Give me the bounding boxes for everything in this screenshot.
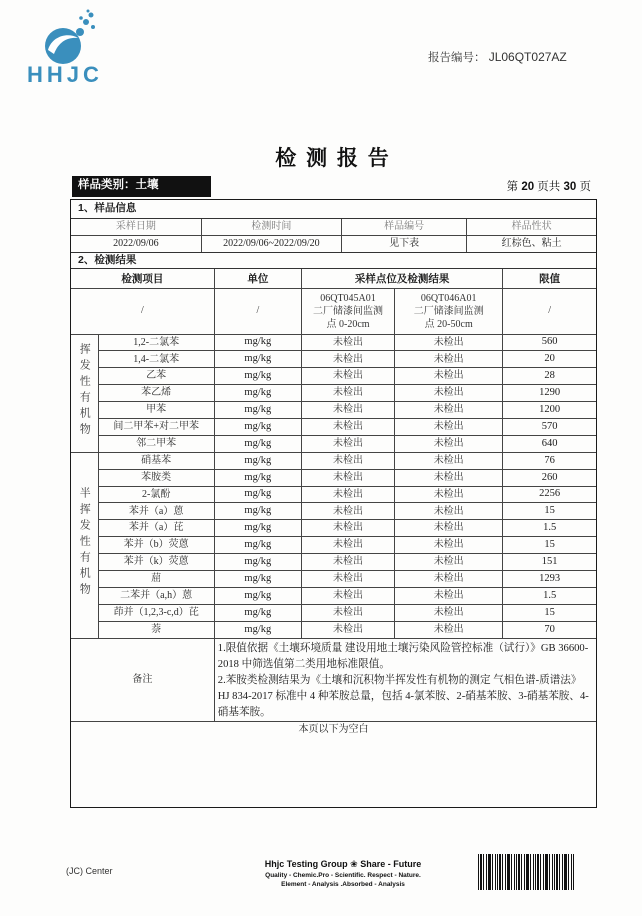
blank-note: 本页以下为空白	[71, 721, 596, 806]
limit-value: 640	[503, 435, 596, 452]
item-name: 2-氯酚	[98, 486, 214, 503]
limit-value: 1293	[503, 570, 596, 587]
item-name: 苯并（b）荧蒽	[98, 537, 214, 554]
item-name: 䓛	[98, 570, 214, 587]
limit-value: 20	[503, 351, 596, 368]
header-test-period: 检测时间	[201, 219, 341, 235]
site-1-result: 未检出	[301, 621, 394, 638]
site-1-result: 未检出	[301, 469, 394, 486]
result-row	[71, 452, 596, 469]
page-middle: 页共	[534, 181, 564, 193]
result-row	[71, 334, 596, 351]
site-2-result: 未检出	[395, 503, 503, 520]
item-name: 邻二甲苯	[98, 435, 214, 452]
sub-unit: /	[214, 288, 301, 334]
limit-value: 15	[503, 503, 596, 520]
site-1-result: 未检出	[301, 351, 394, 368]
unit-value: mg/kg	[214, 351, 301, 368]
column-header-limit: 限值	[503, 269, 596, 288]
site-1-result: 未检出	[301, 334, 394, 351]
page-indicator	[470, 178, 591, 194]
site-1-result: 未检出	[301, 570, 394, 587]
unit-value: mg/kg	[214, 385, 301, 402]
unit-value: mg/kg	[214, 469, 301, 486]
site-2-code: 06QT046A01	[420, 292, 477, 304]
site-2-result: 未检出	[395, 452, 503, 469]
company-logo-icon	[30, 8, 100, 68]
results-site-row	[71, 288, 596, 334]
unit-value: mg/kg	[214, 621, 301, 638]
results-header	[71, 269, 596, 334]
site-2-block	[395, 292, 502, 331]
item-name: 硝基苯	[98, 452, 214, 469]
sample-id: 见下表	[342, 235, 467, 252]
header-sampling-date: 采样日期	[71, 219, 201, 235]
result-row	[71, 520, 596, 537]
unit-value: mg/kg	[214, 537, 301, 554]
site-1-result: 未检出	[301, 537, 394, 554]
result-row	[71, 587, 596, 604]
result-row	[71, 537, 596, 554]
page-prefix: 第	[506, 181, 522, 193]
sample-info-heading: 1、样品信息	[71, 200, 596, 219]
results-table	[71, 269, 596, 806]
sampling-date: 2022/09/06	[71, 235, 201, 252]
unit-value: mg/kg	[214, 503, 301, 520]
site-2-result: 未检出	[395, 469, 503, 486]
item-name: 1,4-二氯苯	[98, 351, 214, 368]
report-number	[428, 49, 590, 65]
site-2-result: 未检出	[395, 435, 503, 452]
results-column-header-row	[71, 269, 596, 288]
limit-value: 260	[503, 469, 596, 486]
total-pages: 30	[563, 181, 577, 193]
column-header-item: 检测项目	[71, 269, 214, 288]
footer-brand: Hhjc Testing Group	[264, 859, 348, 869]
site-2-result: 未检出	[395, 385, 503, 402]
site-2-result: 未检出	[395, 486, 503, 503]
test-period: 2022/09/06~2022/09/20	[201, 235, 341, 252]
sample-category-label: 样品类别：土壤	[72, 176, 211, 197]
item-name: 萘	[98, 621, 214, 638]
group-label: 半挥发性有机物	[78, 487, 91, 600]
item-name: 二苯并（a,h）蒽	[98, 587, 214, 604]
result-row	[71, 621, 596, 638]
group-label: 挥发性有机物	[78, 343, 91, 440]
report-number-label: 报告编号：	[428, 52, 486, 64]
item-name: 苯并（k）荧蒽	[98, 554, 214, 571]
limit-value: 70	[503, 621, 596, 638]
site-2-depth: 点 20-50cm	[424, 318, 473, 330]
unit-value: mg/kg	[214, 368, 301, 385]
site-1-code: 06QT045A01	[320, 292, 376, 304]
result-row	[71, 604, 596, 621]
site-2-header	[395, 288, 503, 334]
unit-value: mg/kg	[214, 334, 301, 351]
results-body	[71, 334, 596, 638]
site-1-block	[302, 292, 394, 331]
site-1-result: 未检出	[301, 486, 394, 503]
result-row	[71, 368, 596, 385]
result-row	[71, 435, 596, 452]
site-2-result: 未检出	[395, 520, 503, 537]
site-2-result: 未检出	[395, 351, 503, 368]
remarks-row	[71, 638, 596, 721]
footer-brand-line	[233, 858, 453, 871]
site-2-result: 未检出	[395, 604, 503, 621]
limit-value: 560	[503, 334, 596, 351]
item-name: 苯胺类	[98, 469, 214, 486]
footer-slogan: Share - Future	[360, 859, 422, 869]
remarks-label: 备注	[71, 638, 214, 721]
result-row	[71, 486, 596, 503]
group-label-cell	[71, 334, 98, 452]
site-1-result: 未检出	[301, 418, 394, 435]
report-table	[70, 199, 597, 808]
unit-value: mg/kg	[214, 554, 301, 571]
limit-value: 15	[503, 537, 596, 554]
item-name: 甲苯	[98, 402, 214, 419]
item-name: 1,2-二氯苯	[98, 334, 214, 351]
remark-item: 1.限值依据《土壤环境质量 建设用地土壤污染风险管控标准（试行）》GB 36600-2018 中筛选值第二类用地标准限值。	[217, 642, 589, 670]
result-row	[71, 402, 596, 419]
footer-motto-line-1: Quality - Chemic.Pro - Scientific. Respect - Nature.	[265, 872, 421, 879]
footer-motto-line-2: Element - Analysis .Absorbed - Analysis	[281, 881, 405, 888]
limit-value: 570	[503, 418, 596, 435]
item-name: 乙苯	[98, 368, 214, 385]
blank-note-row	[71, 721, 596, 806]
footer-brand-block	[233, 858, 453, 889]
page-suffix: 页	[576, 181, 591, 193]
column-header-sites: 采样点位及检测结果	[301, 269, 502, 288]
sample-info-header-row	[71, 219, 596, 235]
site-1-result: 未检出	[301, 587, 394, 604]
unit-value: mg/kg	[214, 418, 301, 435]
sample-info-value-row	[71, 235, 596, 252]
unit-value: mg/kg	[214, 486, 301, 503]
site-1-result: 未检出	[301, 503, 394, 520]
limit-value: 1290	[503, 385, 596, 402]
result-row	[71, 418, 596, 435]
report-number-value: JL06QT027AZ	[488, 50, 567, 64]
site-2-result: 未检出	[395, 402, 503, 419]
site-1-result: 未检出	[301, 554, 394, 571]
site-2-result: 未检出	[395, 537, 503, 554]
current-page: 20	[521, 181, 535, 193]
limit-value: 15	[503, 604, 596, 621]
results-footer	[71, 638, 596, 806]
site-2-result: 未检出	[395, 621, 503, 638]
header-sample-id: 样品编号	[342, 219, 467, 235]
barcode-icon	[478, 854, 575, 890]
limit-value: 151	[503, 554, 596, 571]
unit-value: mg/kg	[214, 402, 301, 419]
result-row	[71, 351, 596, 368]
limit-value: 1.5	[503, 520, 596, 537]
item-name: 茚并（1,2,3-c,d）芘	[98, 604, 214, 621]
site-1-depth: 点 0-20cm	[326, 318, 370, 330]
unit-value: mg/kg	[214, 520, 301, 537]
site-2-result: 未检出	[395, 554, 503, 571]
sub-item: /	[71, 288, 214, 334]
limit-value: 1.5	[503, 587, 596, 604]
unit-value: mg/kg	[214, 587, 301, 604]
site-1-result: 未检出	[301, 520, 394, 537]
footer-center-label: (JC) Center	[66, 866, 113, 876]
site-1-result: 未检出	[301, 435, 394, 452]
unit-value: mg/kg	[214, 604, 301, 621]
result-row	[71, 554, 596, 571]
result-row	[71, 570, 596, 587]
site-2-result: 未检出	[395, 334, 503, 351]
item-name: 苯乙烯	[98, 385, 214, 402]
item-name: 苯并（a）芘	[98, 520, 214, 537]
site-1-location: 二厂储漆间监测	[313, 305, 383, 317]
limit-value: 76	[503, 452, 596, 469]
item-name: 间二甲苯+对二甲苯	[98, 418, 214, 435]
site-1-result: 未检出	[301, 368, 394, 385]
limit-value: 1200	[503, 402, 596, 419]
results-heading: 2、检测结果	[71, 252, 596, 269]
item-name: 苯并（a）蒽	[98, 503, 214, 520]
result-row	[71, 469, 596, 486]
site-2-result: 未检出	[395, 570, 503, 587]
sample-info-table	[71, 219, 596, 252]
site-2-result: 未检出	[395, 368, 503, 385]
result-row	[71, 385, 596, 402]
unit-value: mg/kg	[214, 435, 301, 452]
logo-text: HHJC	[27, 62, 103, 87]
unit-value: mg/kg	[214, 452, 301, 469]
sub-limit: /	[503, 288, 596, 334]
page-title: 检 测 报 告	[275, 147, 391, 170]
remark-item: 2.苯胺类检测结果为《土壤和沉积物半挥发性有机物的测定 气相色谱-质谱法》HJ 834-2017 标准中 4 种苯胺总量，包括 4-氯苯胺、2-硝基苯胺、3-硝基苯胺、4-硝基苯胺。	[217, 674, 589, 718]
site-1-result: 未检出	[301, 385, 394, 402]
site-1-result: 未检出	[301, 604, 394, 621]
flower-icon	[350, 859, 358, 869]
group-label-cell	[71, 452, 98, 638]
site-1-result: 未检出	[301, 402, 394, 419]
site-2-location: 二厂储漆间监测	[413, 305, 484, 317]
column-header-unit: 单位	[214, 269, 301, 288]
unit-value: mg/kg	[214, 570, 301, 587]
limit-value: 28	[503, 368, 596, 385]
site-1-result: 未检出	[301, 452, 394, 469]
sample-description: 红棕色、粘土	[467, 235, 596, 252]
site-2-result: 未检出	[395, 418, 503, 435]
limit-value: 2256	[503, 486, 596, 503]
site-2-result: 未检出	[395, 587, 503, 604]
header-sample-description: 样品性状	[467, 219, 596, 235]
site-1-header	[301, 288, 394, 334]
remarks-text	[214, 638, 596, 721]
result-row	[71, 503, 596, 520]
